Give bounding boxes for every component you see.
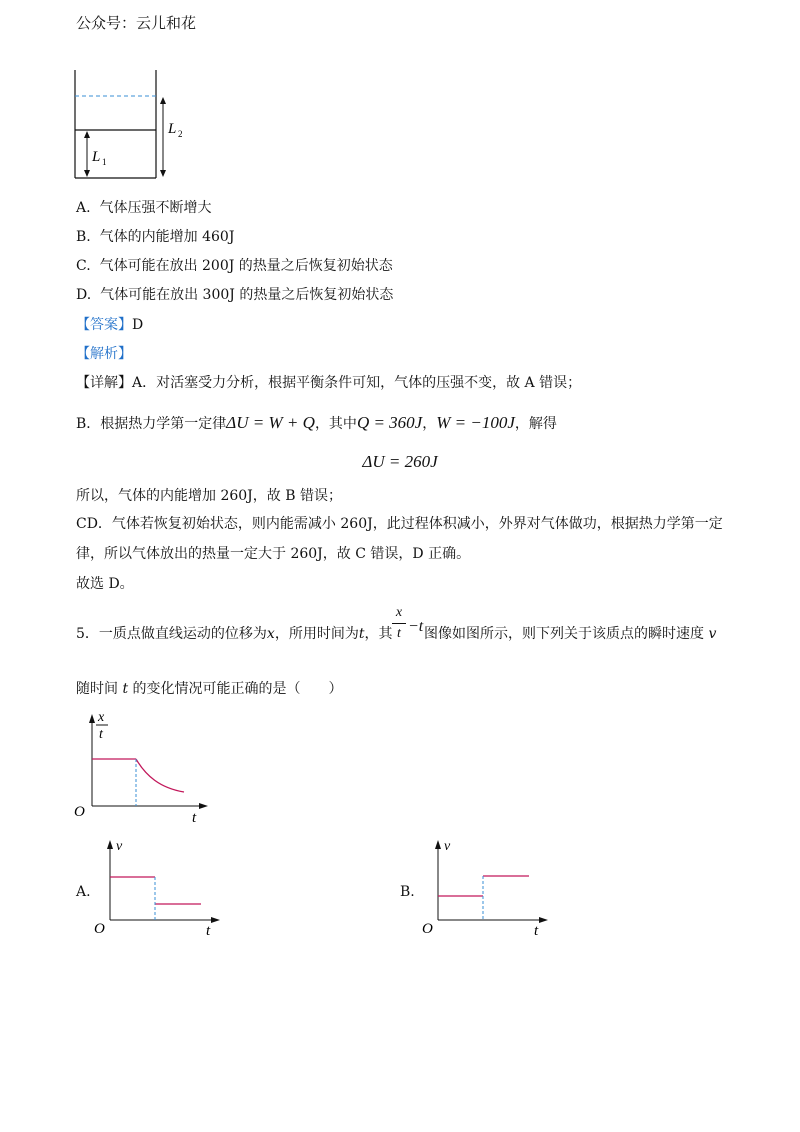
centered-formula: ΔU = 260J: [362, 452, 438, 471]
choose-line: 故选 D。: [76, 576, 134, 592]
formula-first-law: ΔU = W + Q: [226, 413, 315, 432]
detail-tag: 【详解】: [76, 375, 132, 391]
a-origin-label: O: [94, 921, 105, 937]
q5-line-1-suffix: 图像如图所示，则下列关于该质点的瞬时速度 v: [424, 626, 717, 642]
cd-line-1: CD．气体若恢复初始状态，则内能需减小 260J，此过程体积减小，外界对气体做功，根据热力学第一定: [76, 516, 723, 532]
answer-line: [76, 315, 143, 335]
option-a-graph: [88, 836, 228, 946]
fraction-bar: [392, 623, 406, 624]
detail-a-line: 【详解】A．对活塞受力分析，根据平衡条件可知，气体的压强不变，故 A 错误；: [76, 375, 582, 391]
q5-line-1: 5．一质点做直线运动的位移为x，所用时间为t，其: [76, 626, 393, 642]
option-a: A. 气体压强不断增大: [76, 200, 212, 216]
option-b-letter: B.: [400, 884, 415, 900]
fraction-tail: −t: [408, 618, 424, 635]
answer-value: D: [132, 317, 144, 333]
a-y-axis-label: v: [116, 839, 123, 854]
main-xt-graph: [68, 706, 218, 826]
b-x-axis-label: t: [534, 923, 539, 939]
label-l1: L: [92, 149, 101, 165]
xt-decaying-curve: [136, 759, 184, 792]
q5-fraction: [388, 604, 410, 643]
y-label-num: x: [98, 710, 105, 725]
b-y-axis-label: v: [444, 839, 451, 854]
b-conclusion: 所以，气体的内能增加 260J，故 B 错误；: [76, 488, 342, 504]
label-l1-sub: 1: [102, 157, 107, 167]
a-x-axis-label: t: [206, 923, 211, 939]
x-axis-label: t: [192, 810, 197, 826]
answer-tag: 【答案】: [76, 317, 132, 333]
formula-w: W = −100J: [436, 413, 515, 432]
q5-line-2: 随时间 t 的变化情况可能正确的是（ ）: [76, 681, 343, 697]
cd-line-2: 律，所以气体放出的热量一定大于 260J，故 C 错误，D 正确。: [76, 546, 471, 562]
label-l2-sub: 2: [178, 129, 183, 139]
fraction-numerator: x: [395, 605, 403, 620]
container-figure: [60, 66, 200, 186]
detail-b-line: B．根据热力学第一定律ΔU = W + Q，其中Q = 360J，W = −100J，解得: [76, 413, 557, 432]
option-d: D. 气体可能在放出 300J 的热量之后恢复初始状态: [76, 287, 394, 303]
y-label-den: t: [99, 727, 103, 742]
option-b-graph: [416, 836, 556, 946]
fraction-denominator: t: [397, 626, 401, 641]
option-b: B. 气体的内能增加 460J: [76, 229, 235, 245]
option-a-letter: A.: [76, 884, 91, 900]
header-watermark: 公众号：云儿和花: [76, 14, 197, 32]
label-l2: L: [168, 121, 177, 137]
analysis-tag: 【解析】: [76, 346, 132, 362]
origin-label: O: [74, 804, 85, 820]
option-c: C. 气体可能在放出 200J 的热量之后恢复初始状态: [76, 258, 393, 274]
formula-q: Q = 360J: [356, 413, 423, 432]
b-origin-label: O: [422, 921, 433, 937]
